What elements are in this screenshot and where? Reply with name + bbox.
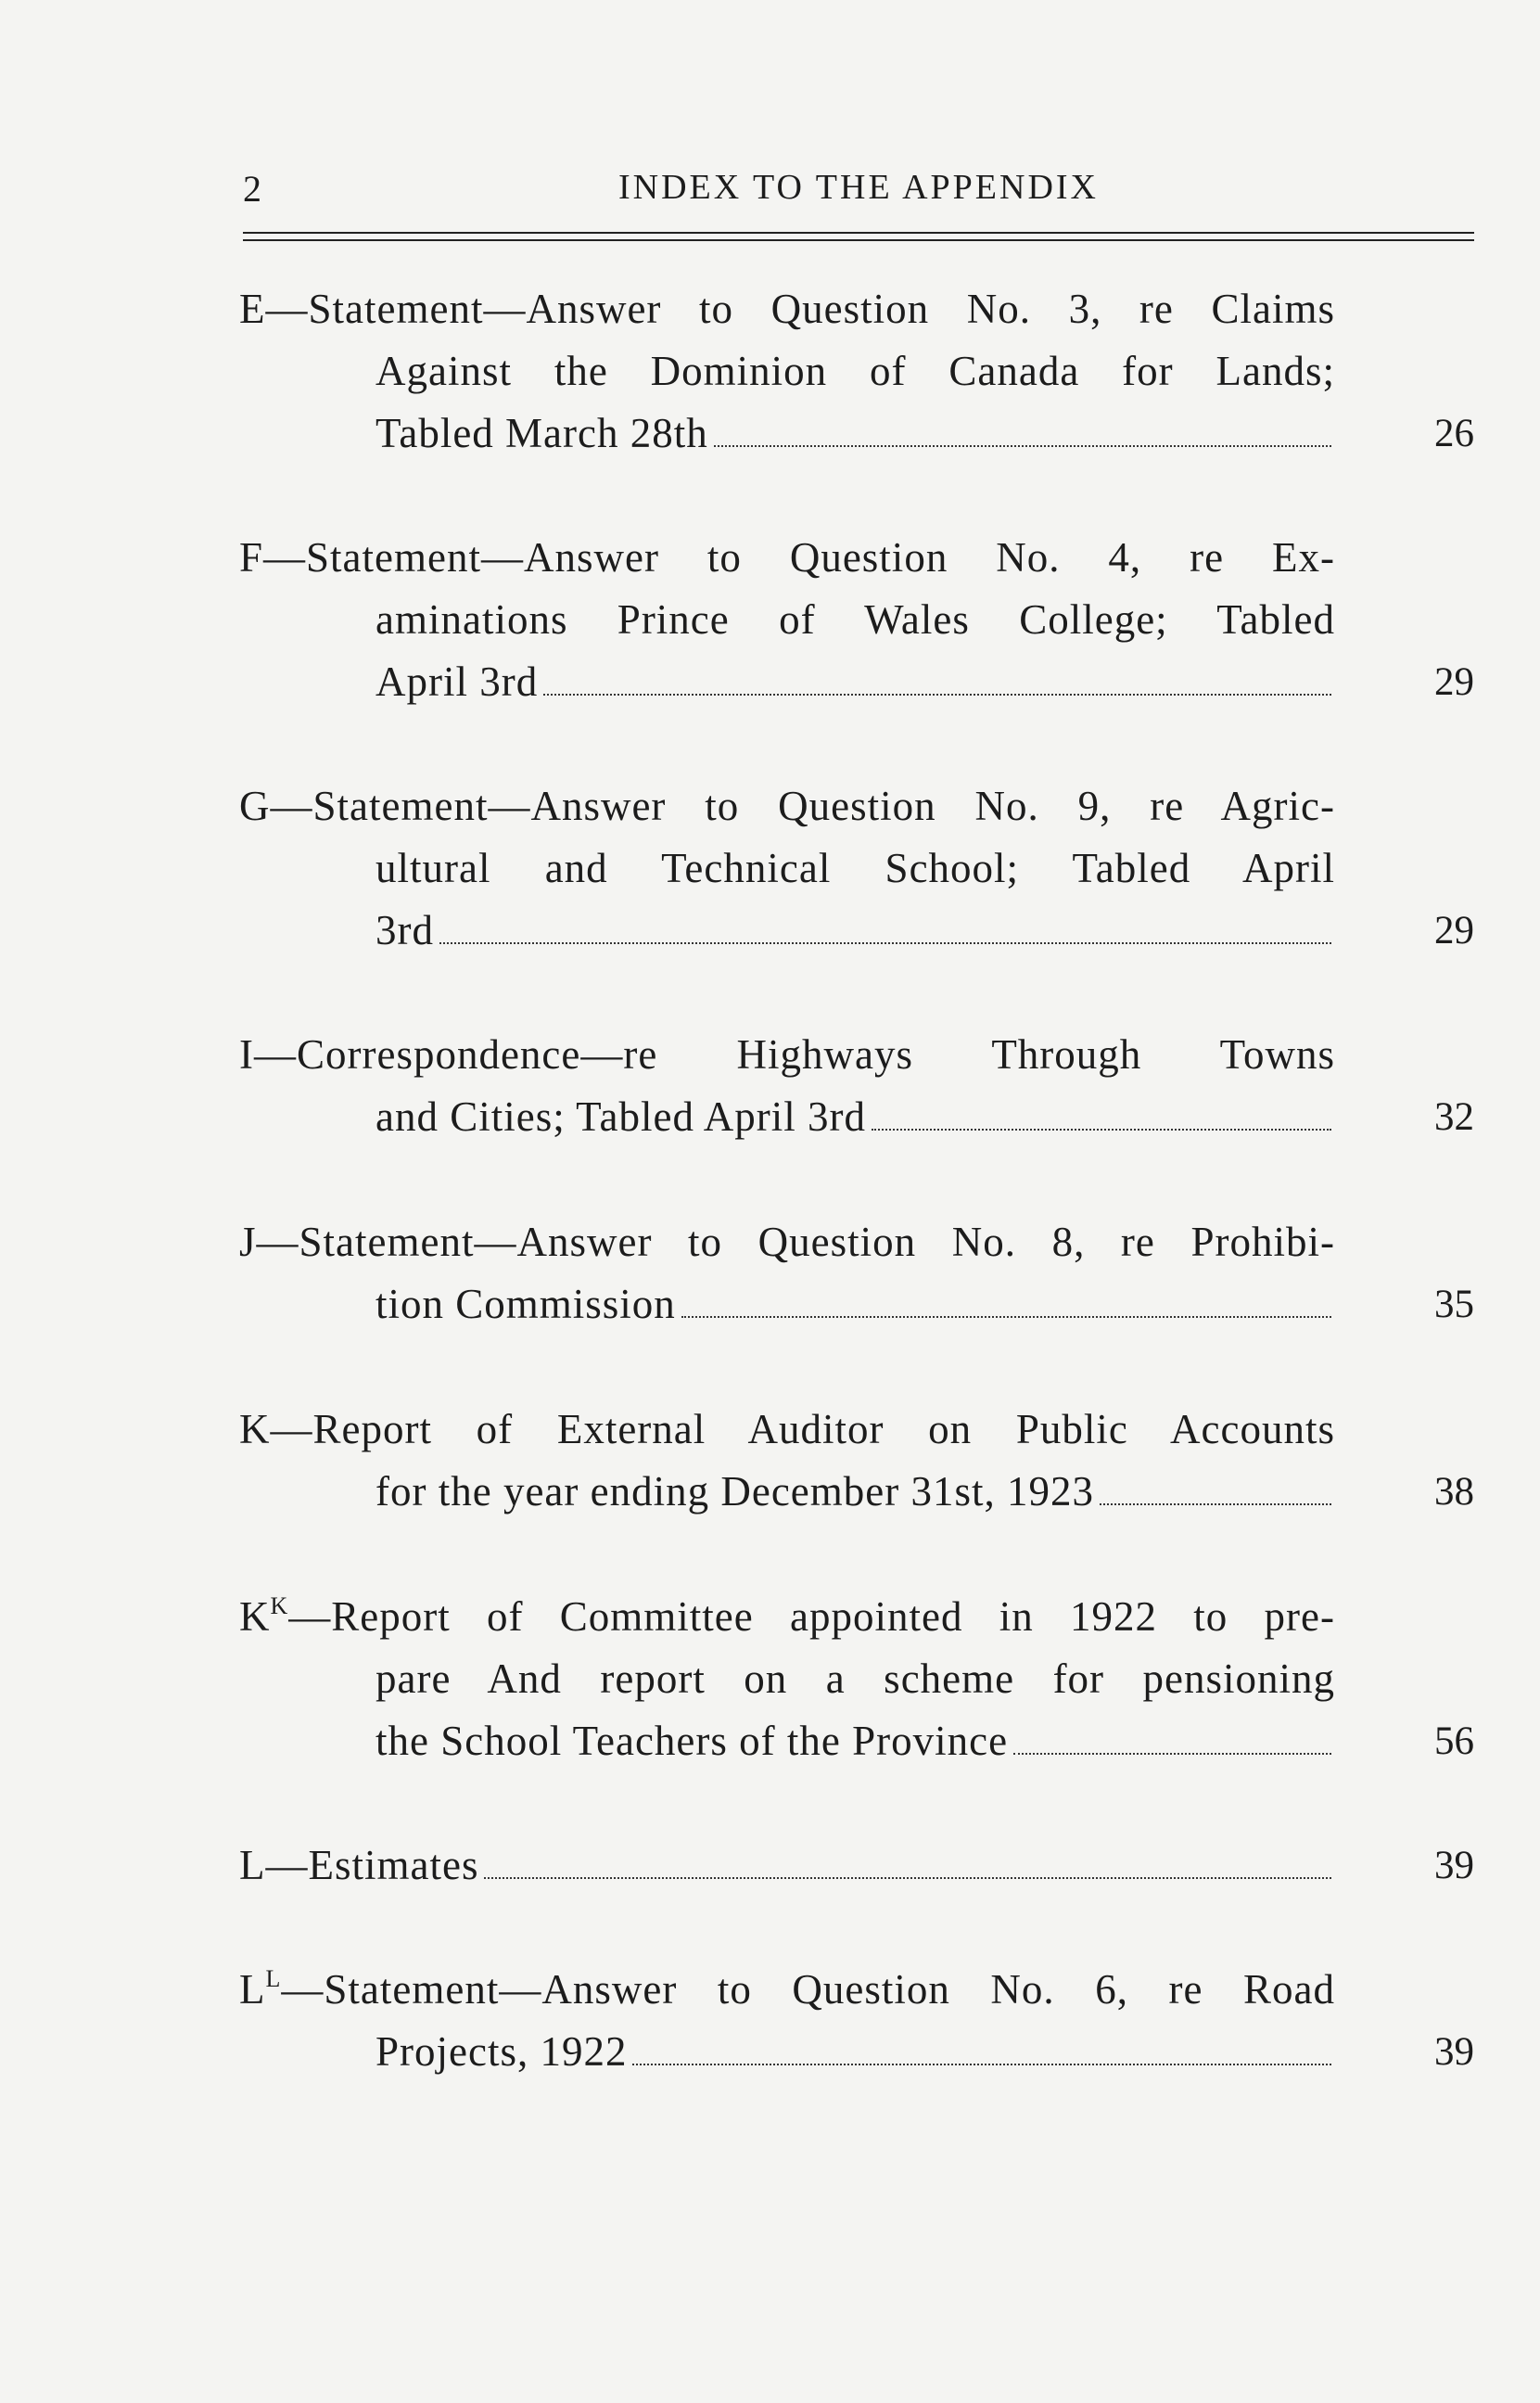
entry-letter: K [239,1593,271,1640]
entry-last-line [239,1834,1335,1897]
entry-letter: L [239,1966,266,2013]
entry-last-line [375,1273,1335,1336]
entry-page-ref: 29 [1434,660,1474,704]
entry-line: L—Estimates [239,1842,479,1888]
header-title: INDEX TO THE APPENDIX [618,168,1099,207]
entry-page-ref: 39 [1434,1844,1474,1887]
running-head [243,167,1474,223]
entry-line: K—Report of External Auditor on Public Accounts [239,1406,1335,1452]
page-number: 2 [243,168,262,210]
entry-line: I—Correspondence—re Highways Through Towns [239,1031,1335,1078]
dot-leader [543,694,1331,696]
dot-leader [681,1316,1331,1318]
entry-last-line [375,2021,1335,2083]
dot-leader [714,445,1331,447]
entry-line: pare And report on a scheme for pensioning [375,1655,1335,1702]
dot-leader [872,1129,1331,1131]
entry-line: 3rd [375,907,434,953]
entry-line: J—Statement—Answer to Question No. 8, re Prohibi- [239,1219,1335,1265]
entry-page-ref: 26 [1434,412,1474,455]
entry-line: Against the Dominion of Canada for Lands; [375,348,1335,394]
entry-superscript: L [265,1965,282,1992]
entry-line: E—Statement—Answer to Question No. 3, re Claims [239,286,1335,332]
dot-leader [632,2064,1331,2065]
entry-page-ref: 56 [1434,1719,1474,1763]
entry-last-line [375,1086,1335,1148]
entry-line: for the year ending December 31st, 1923 [375,1468,1094,1515]
entry-first-line [239,1959,1335,2021]
dot-leader [439,942,1331,944]
entry-line: G—Statement—Answer to Question No. 9, re Agric- [239,783,1335,829]
header-double-rule [243,232,1474,241]
entry-page-ref: 35 [1434,1283,1474,1326]
entry-first-line [239,1586,1335,1648]
entry-page-ref: 38 [1434,1470,1474,1514]
entry-page-ref: 32 [1434,1095,1474,1139]
entry-page-ref: 29 [1434,909,1474,952]
entry-last-line [375,651,1335,713]
entry-line: and Cities; Tabled April 3rd [375,1093,866,1140]
entry-line: April 3rd [375,658,539,705]
entry-last-line [375,1461,1335,1523]
entry-last-line [375,900,1335,962]
dot-leader [1100,1503,1331,1505]
entry-line: Projects, 1922 [375,2028,628,2075]
entry-line: —Report of Committee appointed in 1922 to pre- [288,1593,1335,1640]
entry-line: Tabled March 28th [375,410,708,456]
entry-line: aminations Prince of Wales College; Tabled [375,596,1335,643]
entry-line: ultural and Technical School; Tabled April [375,845,1335,891]
entry-last-line [375,403,1335,465]
entry-line: F—Statement—Answer to Question No. 4, re Ex- [239,534,1335,581]
entry-line: the School Teachers of the Province [375,1718,1009,1764]
entry-page-ref: 39 [1434,2030,1474,2074]
entry-line: —Statement—Answer to Question No. 6, re Road [281,1966,1335,2013]
entry-superscript: K [270,1592,289,1619]
entry-line: tion Commission [375,1281,676,1327]
dot-leader [484,1877,1331,1879]
entry-last-line [375,1710,1335,1772]
dot-leader [1013,1753,1331,1755]
